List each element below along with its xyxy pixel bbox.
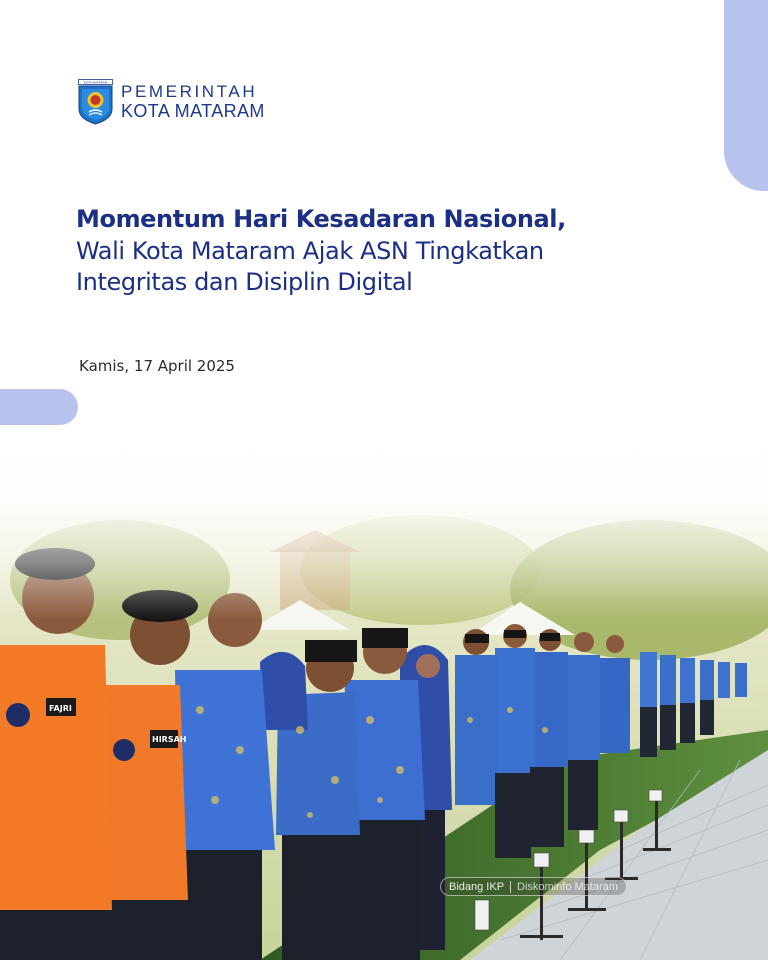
publish-date: Kamis, 17 April 2025 xyxy=(79,357,235,375)
article-headline xyxy=(76,203,716,298)
name-badge-1: FAJRI xyxy=(49,704,72,713)
headline-line-3: Integritas dan Disiplin Digital xyxy=(76,268,413,296)
brand-header xyxy=(78,79,265,125)
city-emblem-icon xyxy=(78,79,113,125)
photo-credit-divider xyxy=(510,881,511,893)
brand-line-government: PEMERINTAH xyxy=(121,81,258,101)
brand-line-city: KOTA MATARAM xyxy=(121,101,265,122)
name-badge-2: HIRSAH xyxy=(152,735,187,744)
photo-credit-agency: Diskominfo Mataram xyxy=(517,880,618,893)
photo-credit-unit: Bidang IKP xyxy=(449,880,505,893)
emblem-caption: KOTA MATARAM xyxy=(83,80,108,85)
photo-credit xyxy=(440,877,627,896)
ceremony-photo xyxy=(0,430,768,960)
headline-bold-line: Momentum Hari Kesadaran Nasional, xyxy=(76,205,566,233)
photo-fade-overlay xyxy=(0,430,768,620)
decorative-pill-shape xyxy=(0,389,78,425)
decorative-corner-shape xyxy=(724,0,768,191)
headline-line-2: Wali Kota Mataram Ajak ASN Tingkatkan xyxy=(76,237,544,265)
